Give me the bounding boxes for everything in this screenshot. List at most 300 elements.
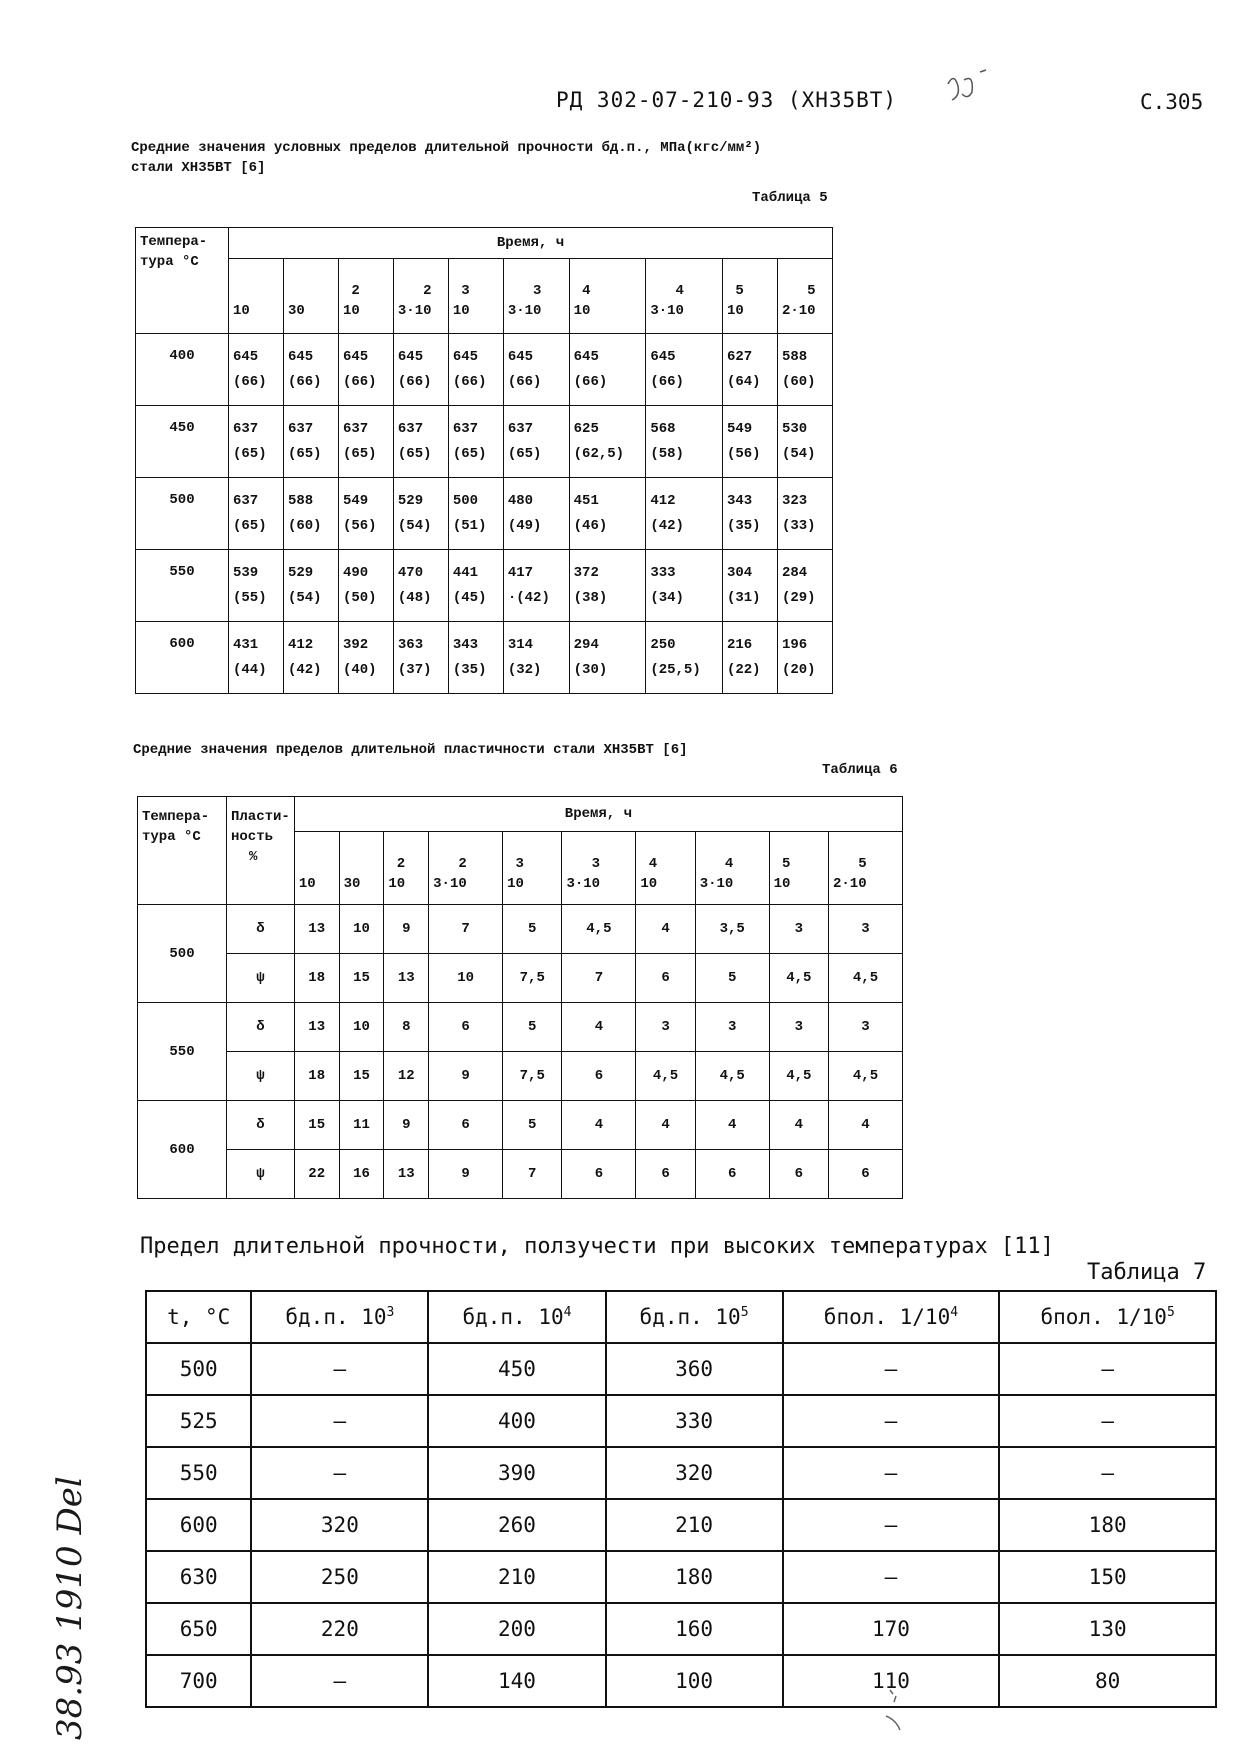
table6-title: Средние значения пределов длительной пластичности стали ХН35ВТ [6] — [133, 742, 688, 758]
table5-value-cell — [229, 550, 284, 622]
table7-value-cell: 320 — [251, 1499, 428, 1551]
table6-value-cell: 3 — [829, 1003, 903, 1052]
table-row — [136, 550, 833, 622]
table5-kgf-value: (64) — [726, 373, 761, 390]
table5-col-header-base: 10 — [452, 303, 470, 319]
table5-label: Таблица 5 — [752, 190, 828, 206]
page-number: С.305 — [1140, 90, 1204, 114]
table7-value-cell: – — [251, 1655, 428, 1707]
table7-header-base: t, °C — [167, 1305, 231, 1329]
table5-kgf-value: (66) — [573, 373, 608, 390]
table5-value-cell — [283, 334, 338, 406]
table6-col-header-base: 10 — [773, 876, 791, 892]
table5-value-cell — [283, 622, 338, 694]
table6-col-header — [503, 832, 562, 905]
table6-value-cell: 9 — [384, 1101, 429, 1150]
table5-col-header-exponent: 2 — [351, 283, 360, 299]
table5-kgf-value: ·(42) — [507, 589, 550, 606]
table5-col-header-base: 10 — [342, 303, 360, 319]
table5-value-cell — [283, 550, 338, 622]
table6-value-cell: 7 — [562, 954, 636, 1003]
table5-value-cell — [646, 406, 723, 478]
table5-value-cell — [503, 406, 569, 478]
table5-col-header-label — [342, 283, 360, 319]
table7-value-cell: – — [783, 1343, 1000, 1395]
table6-col-header-exponent: 5 — [782, 856, 791, 872]
table7-header-base: бд.п. 10 — [462, 1305, 564, 1329]
table5-kgf-value: (66) — [650, 373, 684, 390]
table5-kgf-value: (42) — [650, 517, 684, 534]
table5-value-cell — [777, 334, 832, 406]
table6-value-cell: 13 — [294, 905, 339, 954]
table5-kgf-value: (29) — [781, 589, 816, 606]
table-row — [146, 1447, 1216, 1499]
table5-col-header — [448, 259, 503, 334]
table7-value-cell: 130 — [999, 1603, 1216, 1655]
table-row — [146, 1655, 1216, 1707]
table6-col-header-label — [640, 856, 658, 892]
table6-col-header-base: 3·10 — [566, 876, 601, 892]
table7-col-header — [428, 1291, 605, 1343]
table7-value-cell: – — [783, 1551, 1000, 1603]
table6-value-cell: 15 — [339, 1052, 384, 1101]
table5-col-header — [393, 259, 448, 334]
table5-temperature-cell: 600 — [136, 622, 229, 694]
table6-value-cell: 7,5 — [503, 1052, 562, 1101]
table5-kgf-value: (44) — [233, 661, 267, 678]
table5-col-header-base: 3·10 — [397, 303, 432, 319]
table7-value-cell: 390 — [428, 1447, 605, 1499]
table5-mpa-value: 323 — [781, 492, 808, 509]
table5-mpa-value: 588 — [781, 348, 808, 365]
table7-value-cell: – — [783, 1499, 1000, 1551]
table5-mpa-value: 549 — [726, 420, 753, 437]
table7-value-cell: – — [999, 1447, 1216, 1499]
table5-kgf-value: (30) — [573, 661, 608, 678]
table6-value-cell: 4,5 — [829, 1052, 903, 1101]
table5-col-header-exponent: 4 — [675, 283, 684, 299]
table5-kgf-value: (51) — [452, 517, 487, 534]
table5-col-header-base: 10 — [573, 303, 591, 319]
table5-mpa-value: 637 — [233, 492, 259, 509]
table5-value-cell — [722, 478, 777, 550]
table5-col-header-base: 10 — [233, 303, 250, 319]
table5-col-header-label — [397, 283, 432, 319]
table-row — [146, 1395, 1216, 1447]
document-code: РД 302-07-210-93 (ХН35ВТ) — [556, 88, 898, 112]
table6-value-cell: 8 — [384, 1003, 429, 1052]
table5-mpa-value: 637 — [287, 420, 314, 437]
table5-mpa-value: 529 — [287, 564, 314, 581]
table5-kgf-value: (31) — [726, 589, 761, 606]
table7-value-cell: 700 — [146, 1655, 251, 1707]
table6-corner-header — [138, 797, 227, 905]
table5-kgf-value: (62,5) — [573, 445, 625, 462]
table7-header-exponent: 5 — [740, 1305, 749, 1320]
table5-col-header-exponent: 2 — [423, 283, 432, 299]
table5-mpa-value: 294 — [573, 636, 599, 653]
table5-kgf-value: (66) — [397, 373, 432, 390]
table5-col-header-base: 30 — [287, 303, 305, 319]
table5-col-header-label — [650, 283, 684, 319]
table6-col-header-label — [344, 876, 361, 892]
table5-value-cell — [338, 406, 393, 478]
table5-value-cell — [646, 622, 723, 694]
table5-mpa-value: 333 — [650, 564, 676, 581]
table6-value-cell: 5 — [503, 1003, 562, 1052]
table6-value-cell: 4,5 — [769, 1052, 828, 1101]
table6-value-cell: 5 — [503, 905, 562, 954]
table5-value-cell — [448, 478, 503, 550]
table5-value-cell — [722, 622, 777, 694]
table5-col-header — [777, 259, 832, 334]
table5-mpa-value: 304 — [726, 564, 753, 581]
table7-value-cell: 210 — [428, 1551, 605, 1603]
table5-mpa-value: 539 — [233, 564, 259, 581]
table6-symbol-cell: δ — [227, 905, 295, 954]
table6-value-cell: 5 — [503, 1101, 562, 1150]
table5-mpa-value: 645 — [507, 348, 534, 365]
table5-title — [131, 138, 951, 178]
table7-value-cell: 525 — [146, 1395, 251, 1447]
table7-value-cell: 100 — [606, 1655, 783, 1707]
table6-plast-line1: Пласти- — [231, 809, 290, 825]
table6-symbol-cell: ψ — [227, 954, 295, 1003]
table6-value-cell: 12 — [384, 1052, 429, 1101]
table5-kgf-value: (54) — [287, 589, 322, 606]
table6-value-cell: 13 — [384, 954, 429, 1003]
table6-value-cell: 6 — [829, 1150, 903, 1199]
table7-value-cell: 600 — [146, 1499, 251, 1551]
table6-col-header-exponent: 2 — [396, 856, 406, 872]
table7-value-cell: 250 — [251, 1551, 428, 1603]
table5-kgf-value: (65) — [397, 445, 432, 462]
table5-mpa-value: 637 — [452, 420, 479, 437]
table6-col-header-label — [773, 856, 791, 892]
table6-value-cell: 4 — [636, 1101, 695, 1150]
table6-value-cell: 15 — [339, 954, 384, 1003]
table5-kgf-value: (66) — [452, 373, 487, 390]
table5-value-cell — [229, 478, 284, 550]
table7-value-cell: 140 — [428, 1655, 605, 1707]
table6-col-header — [695, 832, 769, 905]
table6-col-header-label — [566, 856, 601, 892]
table5-kgf-value: (60) — [781, 373, 816, 390]
table5-col-header-exponent: 5 — [807, 283, 816, 299]
table5-kgf-value: (58) — [650, 445, 684, 462]
table5-corner-line1: Темпера- — [140, 234, 208, 250]
table5-kgf-value: (20) — [781, 661, 816, 678]
table5-col-header-exponent: 4 — [582, 283, 591, 299]
table7-value-cell: 110 — [783, 1655, 1000, 1707]
table7-value-cell: – — [783, 1447, 1000, 1499]
table6-col-header-label — [299, 876, 316, 892]
table5-mpa-value: 549 — [342, 492, 369, 509]
table5-value-cell — [569, 622, 646, 694]
table6-col-header — [294, 832, 339, 905]
table6-col-header-base: 3·10 — [433, 876, 467, 892]
table5-col-header-exponent: 5 — [735, 283, 744, 299]
handwritten-mark-icon — [940, 66, 1000, 106]
table7-value-cell: 150 — [999, 1551, 1216, 1603]
table5-corner-header — [136, 228, 229, 334]
table5-kgf-value: (45) — [452, 589, 487, 606]
table6-col-header-exponent: 3 — [515, 856, 524, 872]
table5-mpa-value: 588 — [287, 492, 314, 509]
table5-col-header-base: 10 — [726, 303, 744, 319]
table5-col-header — [338, 259, 393, 334]
table6-value-cell: 3,5 — [695, 905, 769, 954]
table6-col-header-exponent: 3 — [591, 856, 601, 872]
table5-value-cell — [448, 334, 503, 406]
table5-kgf-value: (22) — [726, 661, 761, 678]
table5-kgf-value: (46) — [573, 517, 608, 534]
table5-kgf-value: (25,5) — [650, 661, 701, 678]
table5-col-header — [569, 259, 646, 334]
table6-col-header — [769, 832, 828, 905]
table5-value-cell — [646, 550, 723, 622]
table7-value-cell: 500 — [146, 1343, 251, 1395]
table5-value-cell — [777, 550, 832, 622]
table5-title-line1: Средние значения условных пределов длительной прочности бд.п., МПа(кгс/мм²) — [131, 140, 762, 156]
table6-value-cell: 13 — [294, 1003, 339, 1052]
table7-value-cell: – — [999, 1395, 1216, 1447]
table5-mpa-value: 645 — [342, 348, 369, 365]
table6-value-cell: 3 — [829, 905, 903, 954]
table5-mpa-value: 412 — [650, 492, 676, 509]
table5-value-cell — [229, 406, 284, 478]
table6-corner-line1: Темпера- — [142, 809, 210, 825]
table6-col-header-base: 10 — [507, 876, 524, 892]
table5-col-header-label — [507, 283, 542, 319]
table6-value-cell: 4 — [829, 1101, 903, 1150]
table6-symbol-cell: ψ — [227, 1150, 295, 1199]
table6-temperature-cell: 500 — [138, 905, 227, 1003]
table7-header-exponent: 5 — [1166, 1305, 1175, 1320]
table6-col-header — [562, 832, 636, 905]
table5-col-header-label — [233, 303, 250, 319]
table5-title-line2: стали ХН35ВТ [6] — [131, 160, 266, 176]
table7-value-cell: 180 — [606, 1551, 783, 1603]
table5-mpa-value: 637 — [342, 420, 369, 437]
table5-kgf-value: (37) — [397, 661, 432, 678]
table5-mpa-value: 645 — [452, 348, 479, 365]
handwritten-mark-icon — [876, 1686, 916, 1736]
table7-value-cell: 170 — [783, 1603, 1000, 1655]
table6-col-header-base: 10 — [298, 876, 316, 892]
table6-value-cell: 4,5 — [769, 954, 828, 1003]
table6-value-cell: 18 — [294, 954, 339, 1003]
table6-value-cell: 18 — [294, 1052, 339, 1101]
table5-col-header-label — [288, 303, 305, 319]
table5-kgf-value: (56) — [726, 445, 761, 462]
table7-value-cell: 450 — [428, 1343, 605, 1395]
table6-value-cell: 3 — [769, 905, 828, 954]
table6-symbol-cell: δ — [227, 1003, 295, 1052]
table5-mpa-value: 490 — [342, 564, 369, 581]
table5-value-cell — [503, 334, 569, 406]
table-row — [136, 478, 833, 550]
table5-time-header: Время, ч — [229, 228, 833, 259]
table6-value-cell: 4,5 — [695, 1052, 769, 1101]
table7-value-cell: – — [251, 1343, 428, 1395]
table7-value-cell: – — [783, 1395, 1000, 1447]
table5-kgf-value: (65) — [452, 445, 487, 462]
table-row — [146, 1551, 1216, 1603]
table6-col-header-exponent: 4 — [648, 856, 658, 872]
table-row — [138, 1052, 903, 1101]
table5-value-cell — [338, 622, 393, 694]
table5-value-cell — [777, 622, 832, 694]
table5-value-cell — [448, 622, 503, 694]
table6-value-cell: 6 — [636, 954, 695, 1003]
table6-value-cell: 22 — [294, 1150, 339, 1199]
table5-kgf-value: (65) — [287, 445, 322, 462]
table5-mpa-value: 529 — [397, 492, 424, 509]
table6-value-cell: 4 — [636, 905, 695, 954]
table6-value-cell: 6 — [769, 1150, 828, 1199]
table5-col-header — [229, 259, 284, 334]
table5-temperature-cell: 500 — [136, 478, 229, 550]
table5-mpa-value: 645 — [287, 348, 314, 365]
table-row — [136, 334, 833, 406]
table5-kgf-value: (42) — [287, 661, 322, 678]
table7-col-header — [999, 1291, 1216, 1343]
table7-value-cell: 400 — [428, 1395, 605, 1447]
table7-value-cell: 260 — [428, 1499, 605, 1551]
table5-value-cell — [229, 622, 284, 694]
table5-kgf-value: (38) — [573, 589, 608, 606]
table6-value-cell: 5 — [695, 954, 769, 1003]
table5-mpa-value: 196 — [781, 636, 808, 653]
table5-corner-line2: тура °С — [140, 254, 199, 270]
table5-mpa-value: 470 — [397, 564, 424, 581]
table6-value-cell: 9 — [384, 905, 429, 954]
table5-mpa-value: 451 — [573, 492, 599, 509]
table5-col-header-label — [452, 283, 470, 319]
table5-kgf-value: (35) — [726, 517, 761, 534]
table-row — [138, 905, 903, 954]
table6-col-header — [339, 832, 384, 905]
table5-mpa-value: 343 — [726, 492, 753, 509]
table5-kgf-value: (55) — [233, 589, 267, 606]
table-row — [136, 406, 833, 478]
table6-value-cell: 13 — [384, 1150, 429, 1199]
table6-col-header-label — [833, 856, 867, 892]
table5-col-header-label — [726, 283, 744, 319]
table6-col-header — [384, 832, 429, 905]
table5-value-cell — [569, 478, 646, 550]
table5-col-header — [722, 259, 777, 334]
table5-kgf-value: (54) — [397, 517, 432, 534]
table5-value-cell — [338, 550, 393, 622]
table6-plast-line2: ность — [231, 829, 274, 845]
table5-kgf-value: (65) — [233, 445, 267, 462]
table7-value-cell: – — [251, 1447, 428, 1499]
table6-value-cell: 6 — [429, 1101, 503, 1150]
table-row — [146, 1343, 1216, 1395]
table5-value-cell — [722, 550, 777, 622]
table7-col-header — [146, 1291, 251, 1343]
table5-value-cell — [646, 334, 723, 406]
table5-mpa-value: 412 — [287, 636, 314, 653]
table5-value-cell — [283, 406, 338, 478]
table5-value-cell — [393, 334, 448, 406]
table6-value-cell: 4 — [769, 1101, 828, 1150]
table6-value-cell: 11 — [339, 1101, 384, 1150]
table5-mpa-value: 343 — [452, 636, 479, 653]
table5-col-header-label — [781, 283, 816, 319]
table5-value-cell — [393, 478, 448, 550]
table6-value-cell: 10 — [339, 905, 384, 954]
table6-time-header: Время, ч — [294, 797, 902, 832]
table7-value-cell: 210 — [606, 1499, 783, 1551]
table6-col-header — [636, 832, 695, 905]
table5-kgf-value: (54) — [781, 445, 816, 462]
table5-kgf-value: (48) — [397, 589, 432, 606]
table5-value-cell — [503, 622, 569, 694]
table7-value-cell: 200 — [428, 1603, 605, 1655]
table5-kgf-value: (66) — [342, 373, 377, 390]
table5-mpa-value: 284 — [781, 564, 808, 581]
table-row — [136, 622, 833, 694]
table6-col-header-label — [433, 856, 467, 892]
table6-col-header-exponent: 5 — [858, 856, 867, 872]
table6-value-cell: 6 — [562, 1052, 636, 1101]
table5-mpa-value: 363 — [397, 636, 424, 653]
table5-col-header-base: 3·10 — [650, 303, 684, 319]
table7-value-cell: – — [251, 1395, 428, 1447]
table5-value-cell — [722, 406, 777, 478]
table6-col-header — [829, 832, 903, 905]
table7-value-cell: 360 — [606, 1343, 783, 1395]
table7-header-base: бд.п. 10 — [639, 1305, 741, 1329]
table6-col-header-label — [388, 856, 406, 892]
table5-value-cell — [569, 550, 646, 622]
table6-col-header-exponent: 2 — [458, 856, 467, 872]
table5-kgf-value: (56) — [342, 517, 377, 534]
table5-mpa-value: 568 — [650, 420, 676, 437]
table5-col-header — [646, 259, 723, 334]
table7-col-header — [783, 1291, 1000, 1343]
table6-value-cell: 4,5 — [562, 905, 636, 954]
table5-mpa-value: 645 — [650, 348, 676, 365]
table5-kgf-value: (60) — [287, 517, 322, 534]
table5-mpa-value: 627 — [726, 348, 753, 365]
table7-header-base: бпол. 1/10 — [823, 1305, 951, 1329]
table5-value-cell — [569, 406, 646, 478]
table5-mpa-value: 392 — [342, 636, 369, 653]
table5-value-cell — [338, 478, 393, 550]
table6-value-cell: 15 — [294, 1101, 339, 1150]
table-row — [146, 1499, 1216, 1551]
table7-header-exponent: 4 — [950, 1305, 959, 1320]
table6-value-cell: 7,5 — [503, 954, 562, 1003]
table6-plast-line3: % — [249, 849, 258, 865]
table6-symbol-cell: ψ — [227, 1052, 295, 1101]
table6-col-header-label — [699, 856, 734, 892]
table7-header-exponent: 4 — [563, 1305, 572, 1320]
table5-value-cell — [503, 550, 569, 622]
table5-temperature-cell: 550 — [136, 550, 229, 622]
table7-value-cell: 160 — [606, 1603, 783, 1655]
table6-value-cell: 4,5 — [829, 954, 903, 1003]
table6-label: Таблица 6 — [822, 762, 898, 778]
table5-kgf-value: (65) — [233, 517, 267, 534]
table6-value-cell: 6 — [429, 1003, 503, 1052]
table6-value-cell: 3 — [636, 1003, 695, 1052]
table7-label: Таблица 7 — [1087, 1260, 1207, 1285]
